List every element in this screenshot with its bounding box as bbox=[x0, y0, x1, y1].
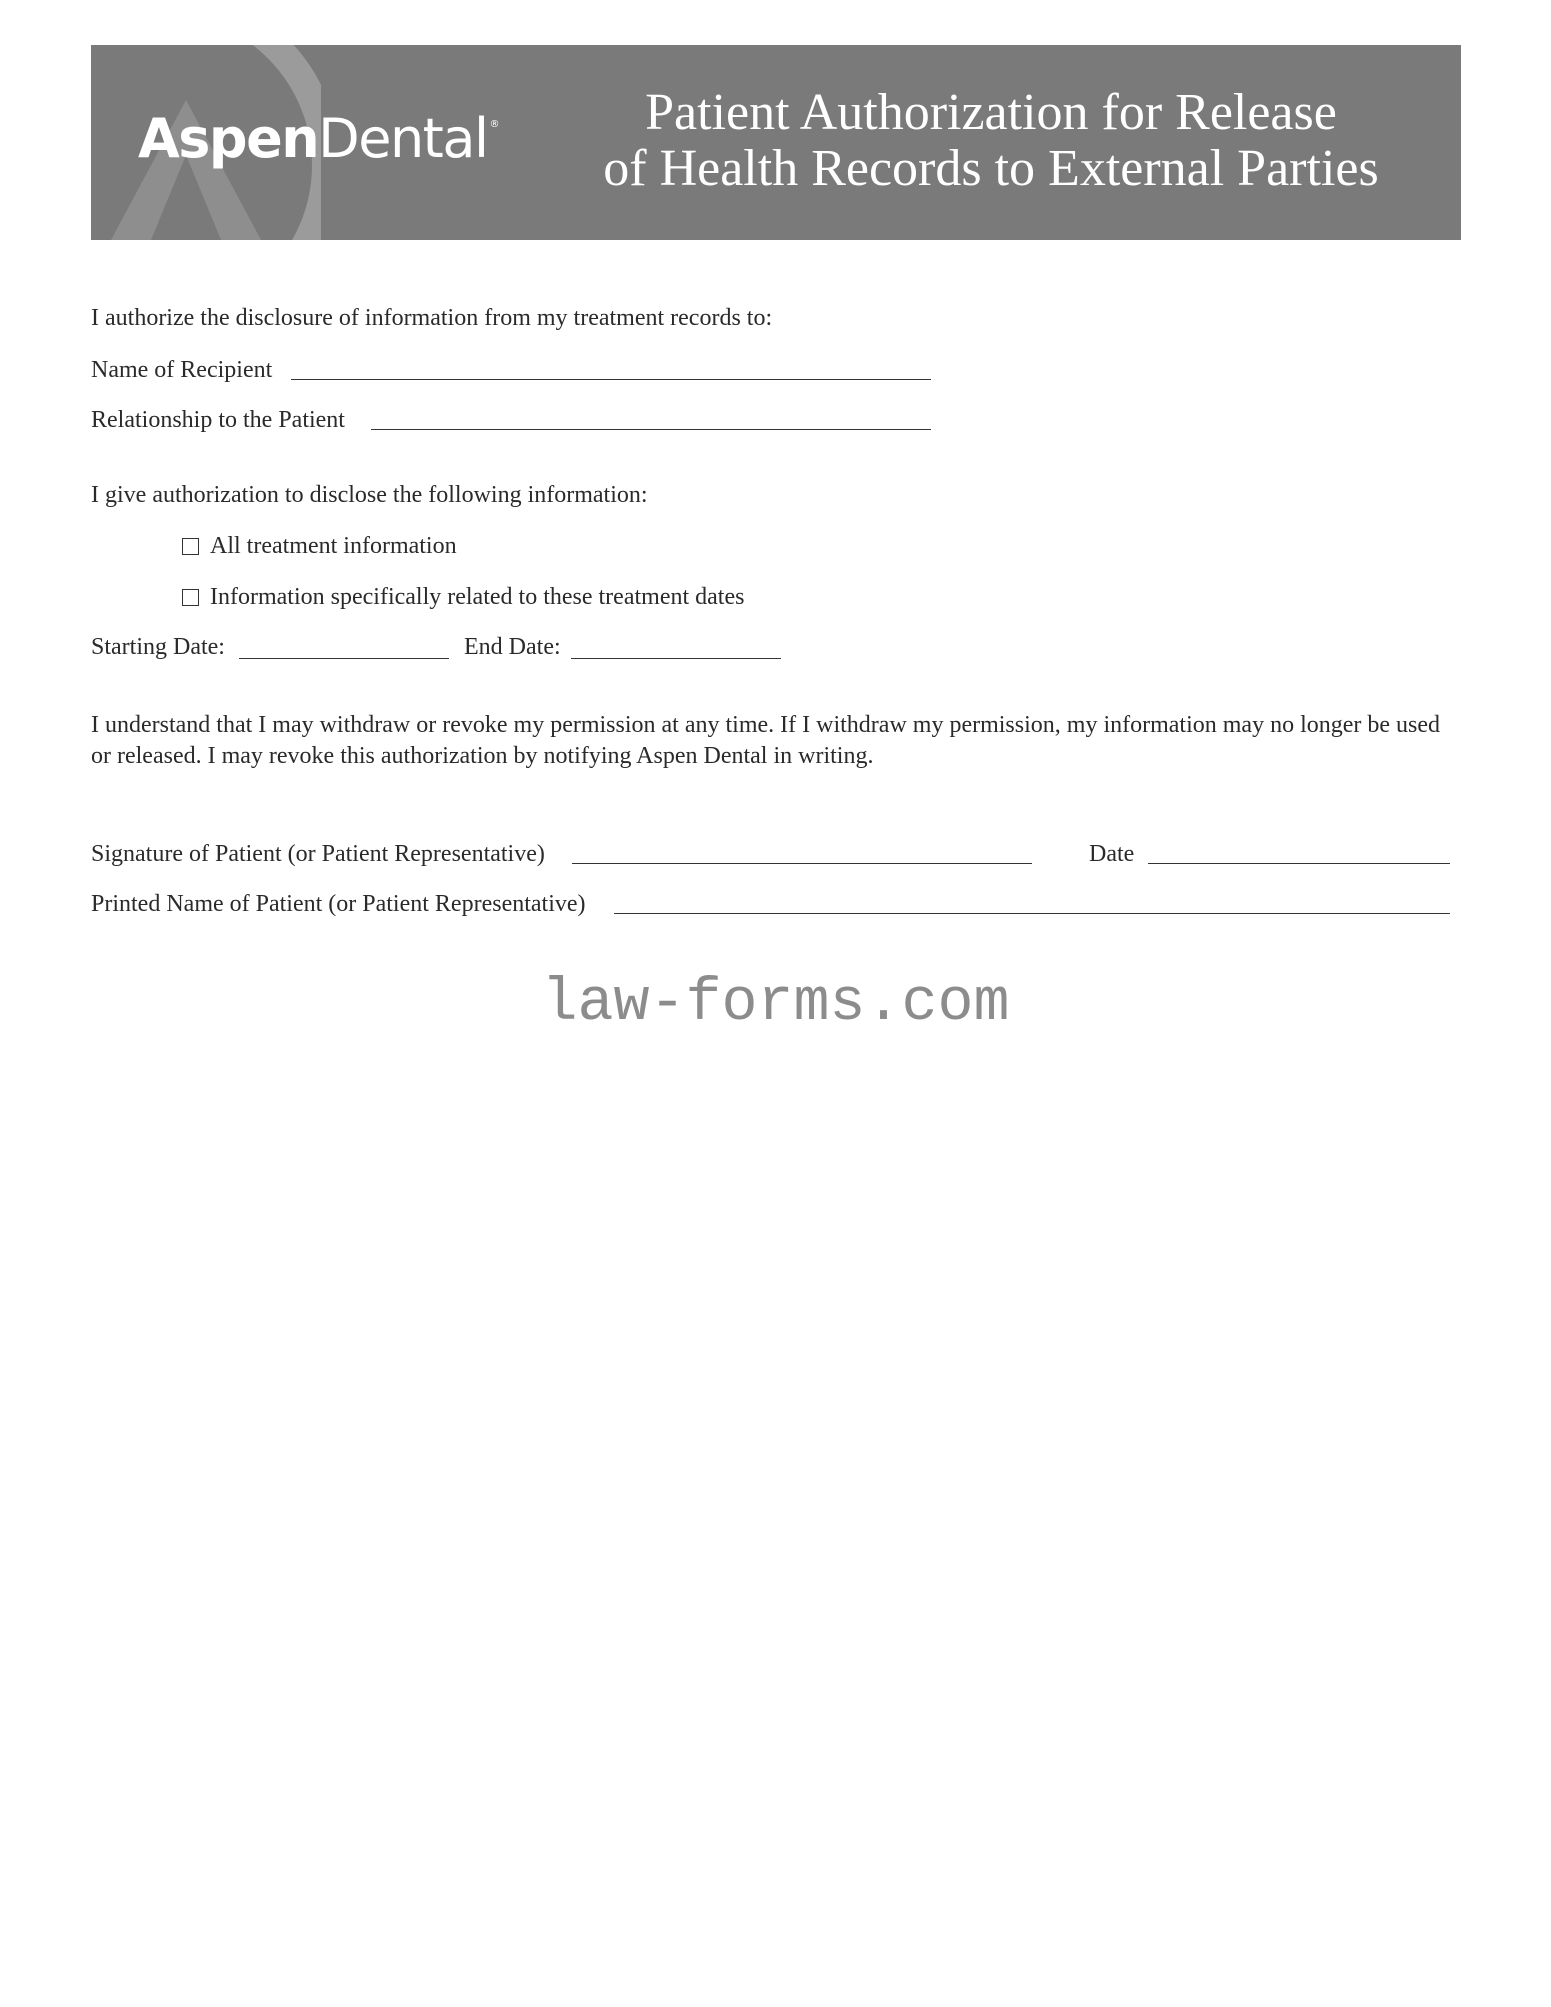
recipient-name-field[interactable] bbox=[291, 379, 931, 380]
all-treatment-label: All treatment information bbox=[210, 533, 457, 559]
signature-label: Signature of Patient (or Patient Representative) bbox=[91, 841, 545, 867]
specific-dates-label: Information specifically related to these treatment dates bbox=[210, 584, 745, 610]
relationship-label: Relationship to the Patient bbox=[91, 407, 345, 433]
title-line-2: of Health Records to External Parties bbox=[603, 140, 1379, 197]
specific-dates-checkbox[interactable] bbox=[182, 589, 199, 606]
revoke-paragraph: I understand that I may withdraw or revoke my permission at any time. If I withdraw my permission, my information may no longer be used or released. I may revoke this authorization by notifying Aspen Dental in writing. bbox=[91, 712, 1441, 769]
signature-date-field[interactable] bbox=[1148, 863, 1450, 864]
registered-mark: ® bbox=[489, 119, 500, 130]
end-date-field[interactable] bbox=[571, 658, 781, 659]
signature-field[interactable] bbox=[572, 863, 1032, 864]
title-line-1: Patient Authorization for Release bbox=[645, 84, 1337, 141]
page-title bbox=[551, 85, 1431, 197]
aspen-dental-logo bbox=[138, 107, 499, 170]
printed-name-label: Printed Name of Patient (or Patient Representative) bbox=[91, 891, 586, 917]
all-treatment-checkbox[interactable] bbox=[182, 538, 199, 555]
signature-date-label: Date bbox=[1089, 841, 1135, 867]
starting-date-field[interactable] bbox=[239, 658, 449, 659]
end-date-label: End Date: bbox=[464, 634, 561, 660]
header-banner bbox=[91, 45, 1461, 240]
recipient-label: Name of Recipient bbox=[91, 357, 273, 383]
relationship-field[interactable] bbox=[371, 429, 931, 430]
watermark-text: law-forms.com bbox=[541, 970, 1010, 1038]
printed-name-field[interactable] bbox=[614, 913, 1450, 914]
disclose-intro: I give authorization to disclose the following information: bbox=[91, 482, 648, 508]
authorize-intro: I authorize the disclosure of information from my treatment records to: bbox=[91, 305, 773, 331]
logo-bold-text: Aspen bbox=[138, 107, 319, 170]
starting-date-label: Starting Date: bbox=[91, 634, 225, 660]
logo-light-text: Dental bbox=[318, 107, 488, 170]
